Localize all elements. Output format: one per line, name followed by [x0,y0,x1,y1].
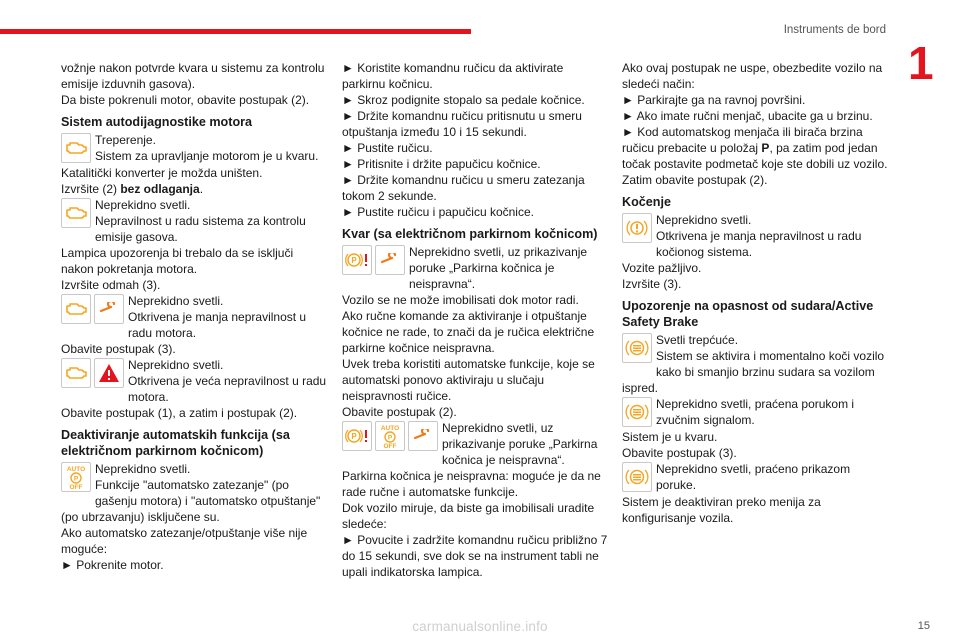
status-text: Neprekidno svetli. [95,198,191,212]
heading-parking-fault: Kvar (sa električnom parkirnom kočnicom) [342,227,598,241]
warning-block [61,461,327,525]
header-title: Instruments de bord [783,24,886,36]
bullet-item: ► Pustite ručicu. [342,140,608,156]
description-text: Neprekidno svetli, uz prikazivanje poruke „Parkirna kočnica je neispravna“. [442,421,598,467]
bullet-item: ► Držite komandnu ručicu u smeru zatezanja tokom 2 sekunde. [342,172,608,204]
svg-text:OFF: OFF [383,443,397,449]
svg-text:P: P [387,434,393,442]
paragraph: Sistem je deaktiviran preko menija za konfigurisanje vozila. [622,495,821,525]
paragraph: Obavite postupak (1), a zatim i postupak (2). [61,406,298,420]
status-text: Neprekidno svetli. [128,294,224,308]
brake-warning-icon [622,213,652,243]
paragraph: Izvršite odmah (3). [61,278,161,292]
paragraph: vožnje nakon potvrde kvara u sistemu za kontrolu emisije izduvnih gasova). [61,61,325,91]
paragraph: Dok vozilo miruje, da biste ga imobilisali uradite sledeće: [342,501,595,531]
warning-block [61,197,327,245]
header-accent-bar [0,29,471,34]
bullet-item: ► Koristite komandnu ručicu da aktivirate parkirnu kočnicu. [342,60,608,92]
page-number: 15 [917,620,930,632]
status-text: Neprekidno svetli. [128,358,224,372]
paragraph: Katalitički konverter je možda uništen. [61,166,263,180]
bullet-item: ► Parkirajte ga na ravnoj površini. [622,92,890,108]
engine-icon [61,198,91,228]
status-text: Treperenje. [95,133,156,147]
engine-icon [61,133,91,163]
column-2 [342,60,608,580]
engine-icon [61,294,91,324]
warning-block [622,396,890,429]
bullet-item: ► Povucite i zadržite komandnu ručicu približno 7 do 15 sekundi, sve dok se na instrument tabli ne upali indikatorska lampica. [342,532,608,580]
bullet-item: ► Skroz podignite stopalo sa pedale kočnice. [342,92,608,108]
warning-block [61,357,327,405]
paragraph: Sistem je u kvaru. [622,430,718,444]
status-text: Neprekidno svetli. [656,213,752,227]
wrench-icon [375,245,405,275]
parking-brake-fault-icon [342,421,372,451]
paragraph: Ako automatsko zatezanje/otpuštanje više nije moguće: [61,526,308,556]
description-text: Otkrivena je manja nepravilnost u radu kočionog sistema. [656,229,862,259]
warning-block [61,293,327,341]
bullet-item: ► Kod automatskog menjača ili birača brzina ručicu prebacite u položaj P, pa zatim pod jedan točak postavite podmetač koje ste dobili uz vozilo. [622,124,890,172]
collision-brake-icon [622,462,652,492]
heading-braking: Kočenje [622,195,671,209]
chapter-number: 1 [908,37,934,89]
bullet-item: ► Ako imate ručni menjač, ubacite ga u brzinu. [622,108,890,124]
description-text: Nepravilnost u radu sistema za kontrolu emisije gasova. [95,214,306,244]
description-text: Sistem za upravljanje motorom je u kvaru. [95,149,319,163]
bullet-item: ► Pustite ručicu i papučicu kočnice. [342,204,608,220]
description-text: Otkrivena je veća nepravilnost u radu motora. [128,374,327,404]
column-3 [622,60,890,526]
bullet-item: ► Držite komandnu ručicu pritisnutu u smeru otpuštanja između 10 i 15 sekundi. [342,108,608,140]
paragraph: Obavite postupak (2). [342,405,457,419]
status-text: Svetli trepćuće. [656,333,739,347]
paragraph: Ako ovaj postupak ne uspe, obezbedite vozilo na sledeći način: [622,61,883,91]
warning-block [342,244,608,292]
paragraph: Izvršite (3). [622,277,682,291]
watermark: carmanualsonline.info [412,619,548,634]
svg-text:P: P [351,432,357,441]
bullet-item: ► Pritisnite i držite papučicu kočnice. [342,156,608,172]
description-text: Sistem se aktivira i momentalno koči vozilo kako bi smanjio brzinu sudara sa vozilom ispred. [622,349,885,395]
paragraph: Parkirna kočnica je neispravna: moguće je da ne rade ručne i automatske funkcije. [342,469,601,499]
svg-text:AUTO: AUTO [380,425,400,432]
warning-block [622,212,890,260]
heading-collision: Upozorenje na opasnost od sudara/Active Safety Brake [622,299,874,329]
collision-brake-icon [622,333,652,363]
warning-block [342,420,608,468]
wrench-icon [408,421,438,451]
paragraph: Obavite postupak (3). [622,446,737,460]
parking-brake-fault-icon [342,245,372,275]
description-text: Neprekidno svetli, praćena porukom i zvučnim signalom. [656,397,855,427]
wrench-icon [94,294,124,324]
paragraph: Da biste pokrenuli motor, obavite postupak (2). [61,93,310,107]
status-text: Neprekidno svetli. [95,462,191,476]
engine-icon [61,358,91,388]
paragraph: Vozilo se ne može imobilisati dok motor radi. [342,293,579,307]
heading-engine-selfdiag: Sistem autodijagnostike motora [61,115,253,129]
paragraph: Zatim obavite postupak (2). [622,173,768,187]
svg-text:P: P [73,475,79,483]
auto-off-parking-icon [375,421,405,451]
paragraph: Lampica upozorenja bi trebalo da se isključi nakon pokretanja motora. [61,246,294,276]
warning-block [61,132,327,165]
column-1 [61,60,327,573]
warning-block [622,461,890,494]
paragraph: Ako ručne komande za aktiviranje i otpuštanje kočnice ne rade, to znači da je ručica električne parkirne kočnice neispravna. [342,309,595,355]
paragraph: Uvek treba koristiti automatske funkcije, koje se automatski ponovo aktiviraju u slučaju neispravnosti ručice. [342,357,595,403]
svg-text:P: P [351,256,357,265]
description-text: Neprekidno svetli, uz prikazivanje poruke „Parkirna kočnica je neispravna“. [409,245,588,291]
warning-block [622,332,890,396]
description-text: Otkrivena je manja nepravilnost u radu motora. [128,310,307,340]
svg-text:OFF: OFF [69,484,83,490]
heading-auto-parking: Deaktiviranje automatskih funkcija (sa električnom parkirnom kočnicom) [61,428,290,458]
bullet-item: ► Pokrenite motor. [61,557,327,573]
collision-brake-icon [622,397,652,427]
paragraph: Izvršite (2) bez odlaganja. [61,182,204,196]
svg-text:AUTO: AUTO [66,466,86,473]
description-text: Neprekidno svetli, praćeno prikazom poruke. [656,462,851,492]
description-text: Funkcije "automatsko zatezanje" (po gašenju motora) i "automatsko otpuštanje" (po ubrzavanju) isključene su. [61,478,321,524]
warning-triangle-icon [94,358,124,388]
auto-off-parking-icon [61,462,91,492]
paragraph: Obavite postupak (3). [61,342,176,356]
paragraph: Vozite pažljivo. [622,261,702,275]
